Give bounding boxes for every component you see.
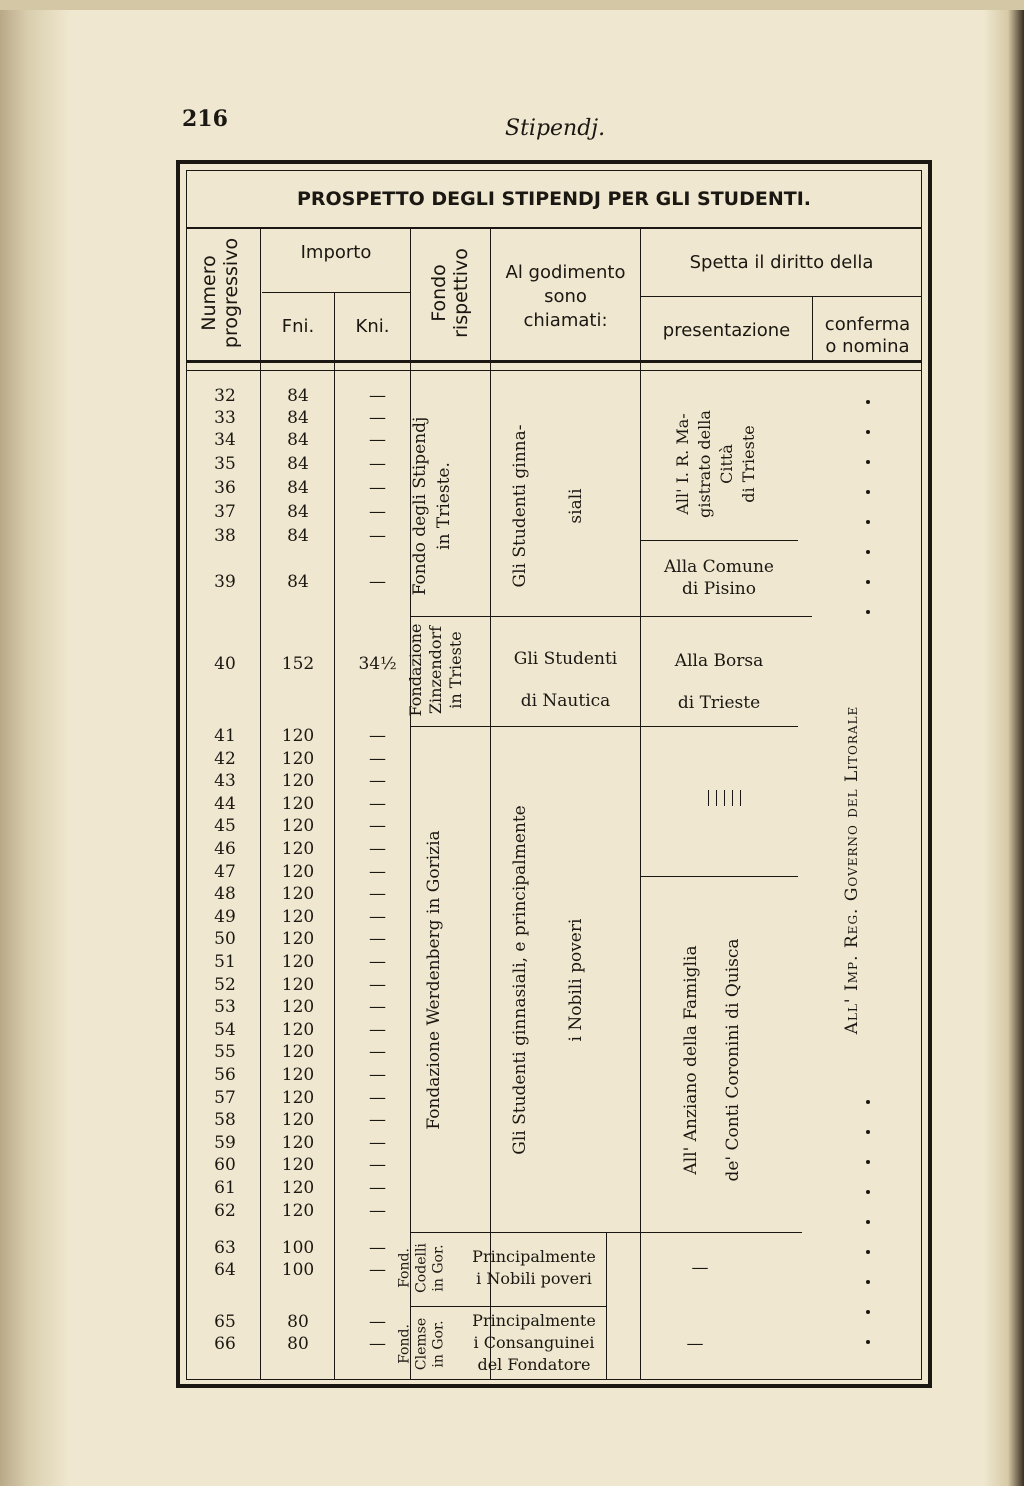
row-kni: — [369, 974, 386, 995]
row-fni: 120 [281, 839, 315, 859]
group3-fondo: Fondazione Werdenberg in Gorizia [424, 830, 444, 1130]
leader-dot [866, 430, 870, 434]
row-fni: 120 [281, 1019, 315, 1040]
row-kni: — [369, 386, 386, 406]
row-kni: — [369, 1260, 386, 1280]
row-numero: 52 [214, 974, 236, 995]
row-fni: 100 [281, 1238, 315, 1258]
row-fni: 120 [281, 997, 315, 1018]
row-fni: 120 [281, 1042, 315, 1063]
row-kni: — [369, 1042, 386, 1063]
row-fni: 120 [281, 748, 315, 769]
row-fni: 84 [287, 454, 309, 474]
group5-fondo [397, 1318, 448, 1370]
row-kni: — [369, 526, 386, 546]
group1-fondo [408, 417, 456, 596]
page-top-band [0, 0, 1024, 10]
row-fni: 120 [281, 1200, 315, 1221]
leader-dot [866, 610, 870, 614]
row-numero: 35 [214, 454, 236, 474]
group4-presentazione: — [691, 1258, 709, 1278]
row-fni: 120 [281, 1087, 315, 1108]
row-fni: 84 [287, 430, 309, 450]
row-kni: — [369, 478, 386, 498]
group1b-presentazione [641, 556, 797, 600]
group1-fondo-l1: Fondo degli Stipendj [410, 416, 430, 596]
group1a-pres-l4: di Trieste [739, 425, 758, 503]
row-numero: 49 [214, 906, 236, 927]
row-kni: — [369, 1200, 386, 1221]
row-kni: — [369, 1110, 386, 1131]
row-fni: 84 [287, 572, 309, 592]
group1b-pres-l1: Alla Comune [663, 557, 774, 577]
group4-fondo [397, 1243, 448, 1293]
row-numero: 59 [214, 1132, 236, 1153]
row-kni: — [369, 906, 386, 927]
page-number: 216 [182, 106, 228, 132]
row-kni: — [369, 1334, 386, 1354]
group1a-pres-l2: gistrato della [695, 410, 714, 518]
row-numero: 61 [214, 1178, 236, 1198]
group1b-pres-l2: di Pisino [682, 579, 756, 599]
header-fondo-l2: rispettivo [450, 248, 472, 338]
row-fni: 120 [281, 816, 315, 837]
header-presentazione: presentazione [662, 320, 791, 341]
importo-divider [262, 292, 410, 293]
row-fni: 84 [287, 386, 309, 406]
row-kni: — [369, 454, 386, 474]
row-kni: — [369, 502, 386, 522]
leader-dot [866, 1190, 870, 1194]
header-conferma [813, 314, 922, 358]
group-sep-3a [640, 876, 798, 877]
row-fni: 120 [281, 1178, 315, 1198]
group1-godimento-l2: siali [566, 488, 586, 524]
row-numero: 38 [214, 526, 236, 546]
row-kni: — [369, 572, 386, 592]
header-conferma-l2: o nomina [825, 336, 910, 357]
col-rule-1 [260, 228, 261, 1380]
row-fni: 120 [281, 1132, 315, 1153]
row-fni: 84 [287, 502, 309, 522]
leader-dot [866, 460, 870, 464]
header-fni: Fni. [281, 316, 315, 337]
group4-fondo-l2: Codelli [413, 1243, 430, 1293]
leader-dot [866, 1160, 870, 1164]
row-kni: — [369, 771, 386, 792]
leader-dot [866, 1310, 870, 1314]
group5-fondo-l1: Fond. [396, 1324, 413, 1364]
row-numero: 36 [214, 478, 236, 498]
group5-godimento-l2: i Consanguinei [473, 1333, 595, 1352]
group2-godimento [491, 638, 640, 722]
row-numero: 66 [214, 1334, 236, 1354]
row-numero: 41 [214, 726, 236, 746]
godimento-right-rule [606, 1232, 607, 1380]
dash-mark [724, 790, 725, 806]
row-numero: 45 [214, 816, 236, 837]
header-importo: Importo [300, 242, 372, 263]
row-kni: — [369, 839, 386, 859]
col-rule-2 [334, 292, 335, 1380]
row-kni: — [369, 1178, 386, 1198]
group1-fondo-l2: in Trieste. [434, 462, 454, 550]
group2-fondo-l1: Fondazione [406, 623, 425, 717]
group1a-pres-l1: All' I. R. Ma- [673, 413, 692, 515]
group5-godimento-l1: Principalmente [472, 1311, 596, 1330]
row-numero: 42 [214, 748, 236, 769]
row-fni: 120 [281, 1155, 315, 1176]
row-numero: 48 [214, 884, 236, 905]
group1-godimento [492, 425, 604, 588]
table-title: PROSPETTO DEGLI STIPENDJ PER GLI STUDENTI. [186, 170, 922, 228]
row-kni: — [369, 1132, 386, 1153]
row-fni: 80 [287, 1334, 309, 1354]
row-kni: — [369, 1238, 386, 1258]
row-numero: 63 [214, 1238, 236, 1258]
leader-dot [866, 1130, 870, 1134]
row-numero: 56 [214, 1065, 236, 1085]
header-godimento [491, 258, 640, 336]
dash-mark [716, 790, 717, 806]
row-fni: 120 [281, 771, 315, 792]
group5-presentazione: — [686, 1334, 704, 1354]
row-numero: 62 [214, 1200, 236, 1221]
row-kni: 34½ [358, 654, 397, 674]
group-sep-2 [410, 726, 798, 727]
leader-dot [866, 580, 870, 584]
group3-pres-l1: All' Anziano della Famiglia [681, 945, 701, 1175]
group2-fondo-l3: in Trieste [446, 631, 465, 709]
row-fni: 120 [281, 929, 315, 950]
row-fni: 120 [281, 1110, 315, 1131]
row-fni: 120 [281, 974, 315, 995]
group4-godimento-l1: Principalmente [472, 1247, 596, 1266]
header-top-rule [186, 228, 922, 229]
row-numero: 37 [214, 502, 236, 522]
spetta-divider [640, 296, 922, 297]
row-kni: — [369, 1155, 386, 1176]
group3-godimento-l1: Gli Studenti ginnasiali, e principalmente [510, 805, 530, 1155]
row-numero: 51 [214, 952, 236, 972]
row-numero: 57 [214, 1087, 236, 1108]
group2-fondo [406, 624, 466, 717]
row-fni: 120 [281, 1065, 315, 1085]
row-numero: 39 [214, 572, 236, 592]
header-fondo-l1: Fondo [428, 264, 450, 322]
col-rule-5 [640, 228, 641, 1380]
row-kni: — [369, 1087, 386, 1108]
leader-dot [866, 1340, 870, 1344]
leader-dot [866, 1100, 870, 1104]
group2-presentazione [641, 640, 797, 724]
row-numero: 46 [214, 839, 236, 859]
group2-pres-l1: Alla Borsa [674, 651, 764, 671]
page-right-edge [984, 0, 1024, 1486]
row-fni: 120 [281, 952, 315, 972]
group3-pres-l2: de' Conti Coronini di Quisca [723, 938, 743, 1182]
leader-dot [866, 520, 870, 524]
group-sep-1a [640, 540, 798, 541]
conferma-all: All' Imp. Reg. Governo del Litorale [842, 705, 862, 1035]
row-kni: — [369, 748, 386, 769]
row-numero: 44 [214, 793, 236, 814]
row-numero: 65 [214, 1312, 236, 1332]
dash-mark [732, 790, 733, 806]
row-kni: — [369, 793, 386, 814]
header-numero [198, 238, 242, 348]
header-godimento-l1: Al godimento [505, 262, 626, 283]
header-bottom-rule-2 [186, 370, 922, 371]
group3-godimento [492, 805, 604, 1154]
row-numero: 60 [214, 1155, 236, 1176]
row-numero: 64 [214, 1260, 236, 1280]
group4-godimento [462, 1246, 606, 1290]
leader-dot [866, 1250, 870, 1254]
group3-godimento-l2: i Nobili poveri [566, 918, 586, 1042]
row-numero: 55 [214, 1042, 236, 1063]
group-sep-4 [410, 1306, 606, 1307]
row-fni: 84 [287, 408, 309, 428]
group5-fondo-l2: Clemse [413, 1317, 430, 1371]
leader-dot [866, 550, 870, 554]
header-godimento-l3: chiamati: [523, 310, 608, 331]
leader-dot [866, 1280, 870, 1284]
row-kni: — [369, 952, 386, 972]
col-rule-3 [410, 228, 411, 1380]
group-sep-1 [410, 616, 812, 617]
header-spetta: Spetta il diritto della [689, 252, 874, 273]
row-kni: — [369, 726, 386, 746]
header-numero-l1: Numero [198, 255, 220, 331]
group4-godimento-l2: i Nobili poveri [476, 1269, 592, 1288]
group4-fondo-l1: Fond. [396, 1248, 413, 1288]
row-fni: 120 [281, 861, 315, 882]
group3-presentazione [670, 938, 754, 1181]
row-numero: 47 [214, 861, 236, 882]
row-kni: — [369, 1312, 386, 1332]
row-numero: 34 [214, 430, 236, 450]
row-numero: 43 [214, 771, 236, 792]
row-kni: — [369, 430, 386, 450]
row-fni: 120 [281, 793, 315, 814]
header-kni: Kni. [355, 316, 390, 337]
row-kni: — [369, 1019, 386, 1040]
row-numero: 32 [214, 386, 236, 406]
running-head: Stipendj. [505, 116, 606, 141]
row-kni: — [369, 816, 386, 837]
group5-godimento-l3: del Fondatore [477, 1355, 591, 1374]
group2-godimento-l1: Gli Studenti [513, 649, 618, 669]
row-kni: — [369, 861, 386, 882]
row-fni: 84 [287, 526, 309, 546]
row-fni: 152 [281, 654, 315, 674]
group1a-presentazione [672, 410, 760, 518]
group2-fondo-l2: Zinzendorf [426, 625, 445, 715]
group1-godimento-l1: Gli Studenti ginna- [510, 424, 530, 588]
group2-godimento-l2: di Nautica [520, 691, 611, 711]
header-conferma-l1: conferma [824, 314, 911, 335]
row-numero: 54 [214, 1019, 236, 1040]
row-fni: 100 [281, 1260, 315, 1280]
page-gutter-shadow [0, 0, 70, 1486]
row-fni: 120 [281, 884, 315, 905]
row-numero: 40 [214, 654, 236, 674]
row-numero: 50 [214, 929, 236, 950]
row-kni: — [369, 929, 386, 950]
row-kni: — [369, 884, 386, 905]
row-kni: — [369, 408, 386, 428]
group2-pres-l2: di Trieste [677, 693, 761, 713]
dash-mark [708, 790, 709, 806]
row-fni: 84 [287, 478, 309, 498]
header-fondo [428, 248, 472, 338]
group5-fondo-l3: in Gor. [430, 1320, 447, 1368]
group4-fondo-l3: in Gor. [430, 1244, 447, 1292]
group5-godimento [462, 1310, 606, 1376]
row-fni: 120 [281, 906, 315, 927]
header-numero-l2: progressivo [220, 237, 242, 349]
leader-dot [866, 400, 870, 404]
row-numero: 33 [214, 408, 236, 428]
leader-dot [866, 490, 870, 494]
col-rule-4 [490, 228, 491, 1380]
row-fni: 120 [281, 726, 315, 746]
leader-dot [866, 1220, 870, 1224]
row-kni: — [369, 1065, 386, 1085]
row-fni: 80 [287, 1312, 309, 1332]
row-kni: — [369, 997, 386, 1018]
group1a-pres-l3: Città [717, 444, 736, 484]
row-numero: 53 [214, 997, 236, 1018]
row-numero: 58 [214, 1110, 236, 1131]
dash-mark [740, 790, 741, 806]
header-godimento-l2: sono [544, 286, 587, 307]
